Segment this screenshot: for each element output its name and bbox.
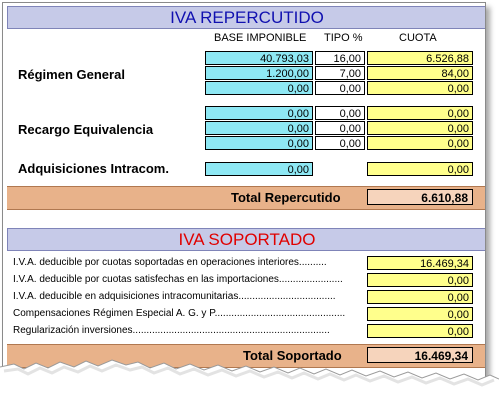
regimen-base-2[interactable]: 1.200,00 — [205, 66, 313, 80]
soportado-title: IVA SOPORTADO — [7, 228, 486, 251]
total-soportado-label: Total Soportado — [243, 348, 342, 363]
adquisiciones-intracom-label: Adquisiciones Intracom. — [18, 161, 169, 176]
recargo-cuota-3: 0,00 — [367, 136, 473, 150]
total-repercutido-value: 6.610,88 — [367, 189, 473, 205]
soportado-label-5: Regularización inversiones....................................................................... — [13, 325, 330, 336]
recargo-base-3[interactable]: 0,00 — [205, 136, 313, 150]
recargo-base-1[interactable]: 0,00 — [205, 106, 313, 120]
recargo-tipo-1[interactable]: 0,00 — [315, 106, 365, 120]
regimen-general-label: Régimen General — [18, 67, 125, 82]
adquisiciones-cuota: 0,00 — [367, 162, 473, 176]
regimen-tipo-1[interactable]: 16,00 — [315, 51, 365, 65]
recargo-cuota-2: 0,00 — [367, 121, 473, 135]
regimen-base-1[interactable]: 40.793,03 — [205, 51, 313, 65]
soportado-value-1[interactable]: 16.469,34 — [367, 256, 473, 270]
recargo-equivalencia-label: Recargo Equivalencia — [18, 122, 154, 137]
soportado-label-2: I.V.A. deducible por cuotas satisfechas en las importaciones....................... — [13, 274, 343, 285]
torn-edge-decoration — [0, 355, 499, 413]
soportado-value-5[interactable]: 0,00 — [367, 324, 473, 338]
soportado-label-3: I.V.A. deducible en adquisiciones intracomunitarias................................... — [13, 291, 336, 302]
repercutido-title: IVA REPERCUTIDO — [7, 6, 486, 29]
iva-sheet — [2, 2, 486, 396]
soportado-value-2[interactable]: 0,00 — [367, 273, 473, 287]
soportado-label-1: I.V.A. deducible por cuotas soportadas en operaciones interiores.......... — [13, 257, 327, 268]
regimen-tipo-2[interactable]: 7,00 — [315, 66, 365, 80]
regimen-cuota-3: 0,00 — [367, 81, 473, 95]
soportado-value-4[interactable]: 0,00 — [367, 307, 473, 321]
col-header-cuota: CUOTA — [399, 32, 437, 44]
regimen-tipo-3[interactable]: 0,00 — [315, 81, 365, 95]
soportado-value-3[interactable]: 0,00 — [367, 290, 473, 304]
regimen-cuota-2: 84,00 — [367, 66, 473, 80]
col-header-tipo: TIPO % — [324, 32, 363, 44]
regimen-cuota-1: 6.526,88 — [367, 51, 473, 65]
regimen-base-3[interactable]: 0,00 — [205, 81, 313, 95]
recargo-tipo-3[interactable]: 0,00 — [315, 136, 365, 150]
col-header-base: BASE IMPONIBLE — [214, 32, 307, 44]
total-soportado-value: 16.469,34 — [367, 347, 473, 363]
soportado-label-4: Compensaciones Régimen Especial A. G. y P............................................... — [13, 308, 346, 319]
recargo-tipo-2[interactable]: 0,00 — [315, 121, 365, 135]
recargo-base-2[interactable]: 0,00 — [205, 121, 313, 135]
adquisiciones-base[interactable]: 0,00 — [205, 162, 313, 176]
recargo-cuota-1: 0,00 — [367, 106, 473, 120]
total-repercutido-label: Total Repercutido — [231, 190, 341, 205]
